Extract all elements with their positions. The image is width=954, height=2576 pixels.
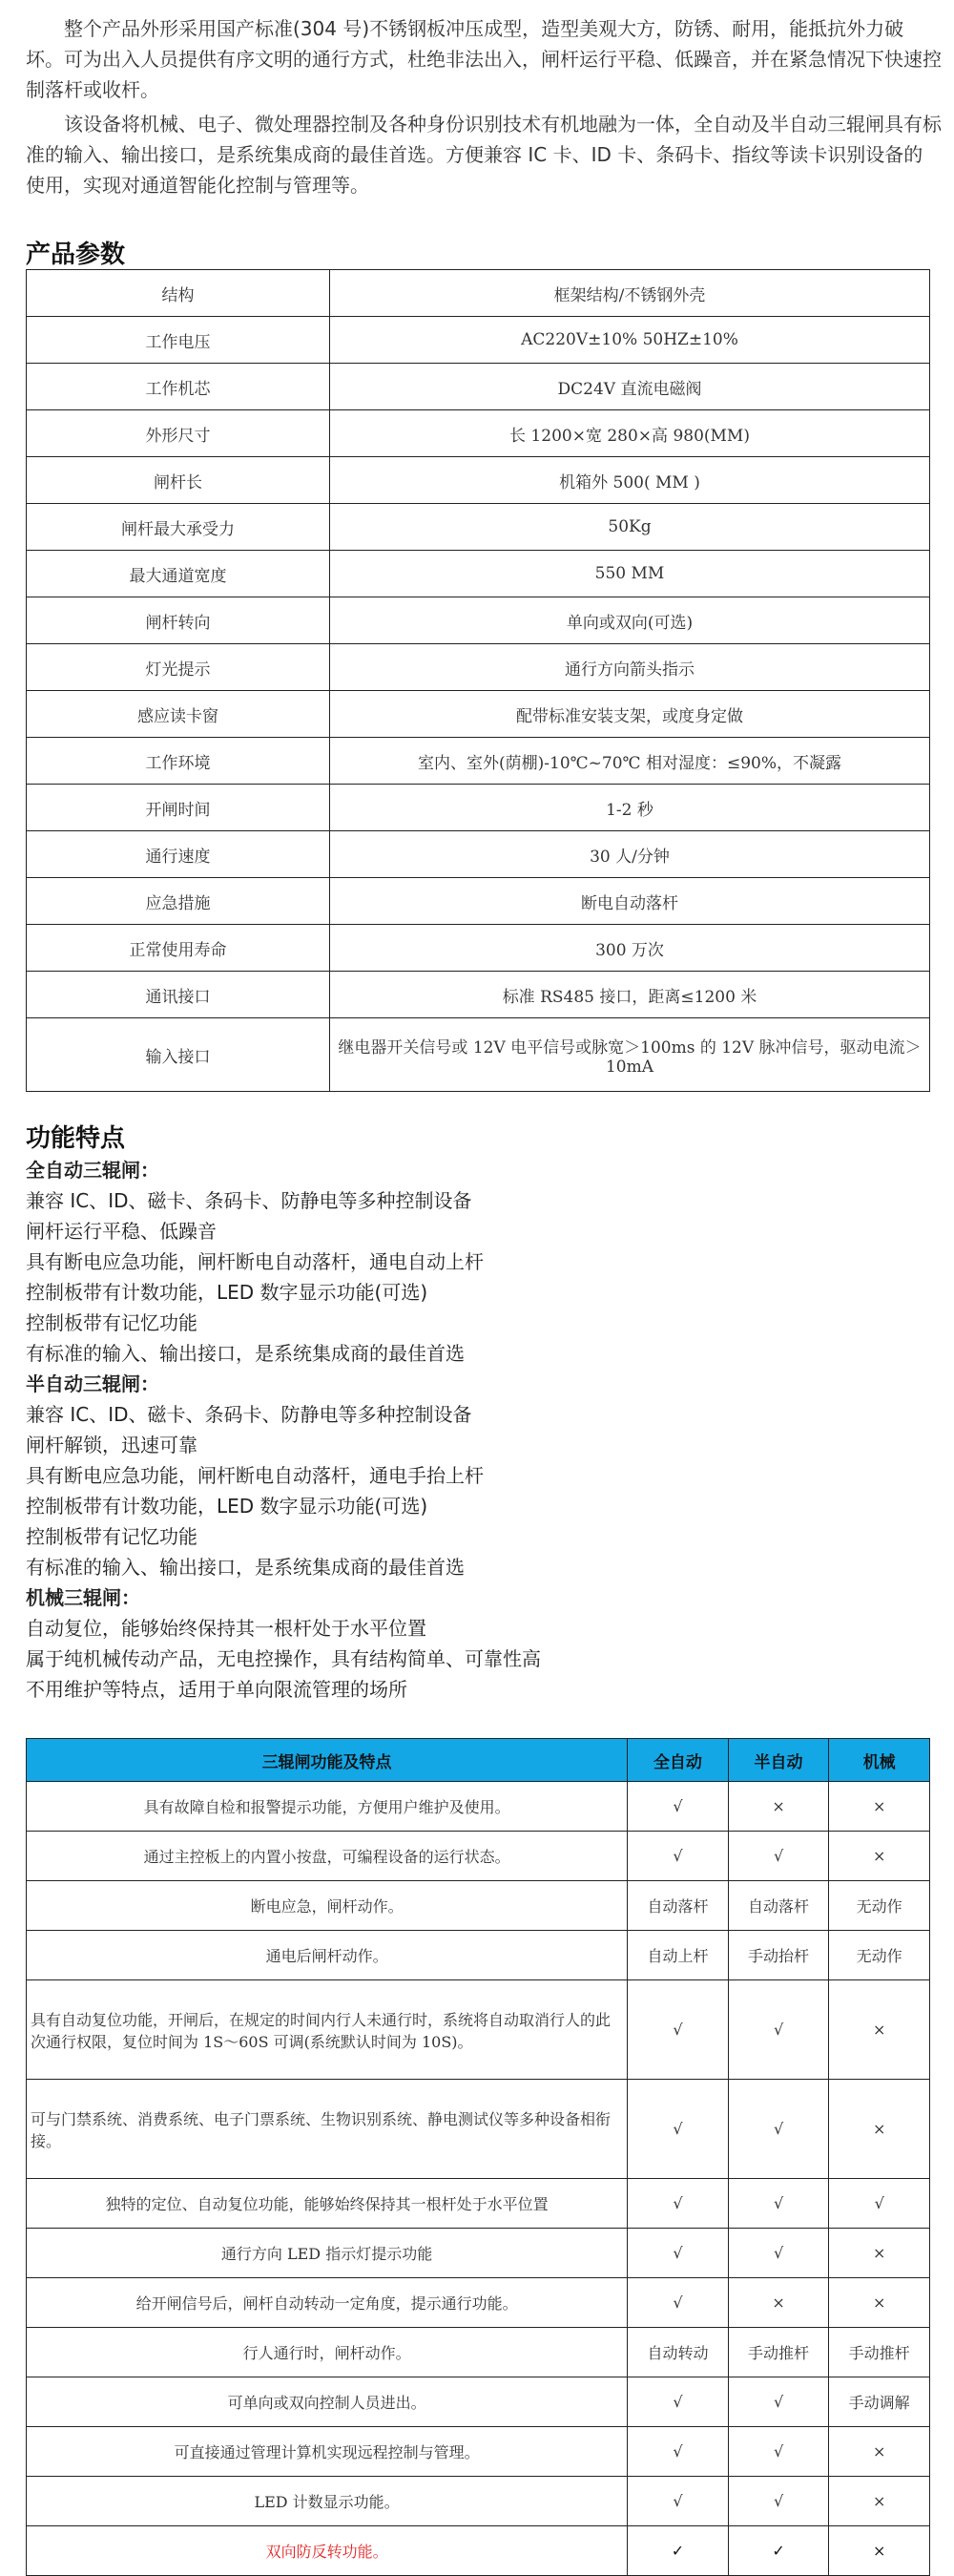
param-value: AC220V±10% 50HZ±10% — [330, 317, 930, 364]
full-auto-value: ✓ — [628, 2526, 729, 2576]
param-row — [27, 597, 930, 644]
param-row — [27, 878, 930, 925]
comparison-row — [27, 1931, 930, 1980]
param-key: 最大通道宽度 — [27, 551, 330, 597]
header-mechanical: 机械 — [829, 1739, 930, 1782]
param-value: 30 人/分钟 — [330, 831, 930, 878]
header-semi-auto: 半自动 — [728, 1739, 829, 1782]
param-value: 室内、室外(荫棚)-10℃~70℃ 相对湿度：≤90%，不凝露 — [330, 738, 930, 785]
param-row — [27, 738, 930, 785]
feature-description: 给开闸信号后，闸杆自动转动一定角度，提示通行功能。 — [27, 2278, 628, 2328]
feature-description: 独特的定位、自动复位功能，能够始终保持其一根杆处于水平位置 — [27, 2179, 628, 2229]
feature-item: 兼容 IC、ID、磁卡、条码卡、防静电等多种控制设备 — [26, 1189, 472, 1212]
semi-auto-value: × — [728, 2278, 829, 2328]
features-section-title: 功能特点 — [26, 1124, 126, 1153]
param-key: 开闸时间 — [27, 785, 330, 831]
comparison-row — [27, 2179, 930, 2229]
semi-auto-value: × — [728, 1782, 829, 1832]
mechanical-value: × — [829, 2229, 930, 2278]
semi-auto-value: ✓ — [728, 2526, 829, 2576]
full-auto-value: √ — [628, 2080, 729, 2179]
full-auto-value: √ — [628, 1782, 729, 1832]
comparison-table — [26, 1738, 930, 2576]
param-value: 机箱外 500( MM ) — [330, 457, 930, 504]
mechanical-value: √ — [829, 2179, 930, 2229]
feature-item: 有标准的输入、输出接口，是系统集成商的最佳首选 — [26, 1556, 465, 1579]
feature-description: 通行方向 LED 指示灯提示功能 — [27, 2229, 628, 2278]
feature-item: 兼容 IC、ID、磁卡、条码卡、防静电等多种控制设备 — [26, 1403, 472, 1426]
full-auto-value: √ — [628, 1832, 729, 1881]
param-row — [27, 644, 930, 691]
mechanical-value: × — [829, 1980, 930, 2080]
param-key: 闸杆长 — [27, 457, 330, 504]
semi-auto-value: √ — [728, 1980, 829, 2080]
intro-paragraph-1: 整个产品外形采用国产标准(304 号)不锈钢板冲压成型，造型美观大方，防锈、耐用，能抵抗外力破坏。可为出入人员提供有序文明的通行方式，杜绝非法出入，闸杆运行平稳、低躁音，并在紧急情况下快速控制落杆或收杆。 — [26, 17, 942, 101]
feature-subheading: 全自动三辊闸： — [26, 1159, 159, 1182]
mechanical-value: × — [829, 2278, 930, 2328]
feature-description: 通电后闸杆动作。 — [27, 1931, 628, 1980]
comparison-header-row — [27, 1739, 930, 1782]
param-value: 继电器开关信号或 12V 电平信号或脉宽＞100ms 的 12V 脉冲信号，驱动电流＞10mA — [330, 1018, 930, 1092]
comparison-row — [27, 2278, 930, 2328]
mechanical-value: × — [829, 2427, 930, 2477]
param-key: 闸杆最大承受力 — [27, 504, 330, 551]
param-key: 工作环境 — [27, 738, 330, 785]
param-value: 配带标准安装支架，或度身定做 — [330, 691, 930, 738]
param-row — [27, 457, 930, 504]
comparison-row — [27, 2229, 930, 2278]
semi-auto-value: √ — [728, 2179, 829, 2229]
param-row — [27, 785, 930, 831]
feature-description: 可直接通过管理计算机实现远程控制与管理。 — [27, 2427, 628, 2477]
param-row — [27, 270, 930, 317]
param-row — [27, 691, 930, 738]
param-row — [27, 504, 930, 551]
param-key: 外形尺寸 — [27, 410, 330, 457]
feature-subheading: 机械三辊闸： — [26, 1586, 140, 1609]
semi-auto-value: 手动推杆 — [728, 2328, 829, 2377]
param-value: 断电自动落杆 — [330, 878, 930, 925]
mechanical-value: × — [829, 1832, 930, 1881]
feature-description: 可单向或双向控制人员进出。 — [27, 2377, 628, 2427]
comparison-row — [27, 1782, 930, 1832]
param-value: 框架结构/不锈钢外壳 — [330, 270, 930, 317]
full-auto-value: √ — [628, 2377, 729, 2427]
feature-item: 闸杆运行平稳、低躁音 — [26, 1220, 217, 1243]
full-auto-value: √ — [628, 2477, 729, 2526]
param-row — [27, 364, 930, 410]
intro-paragraph-2: 该设备将机械、电子、微处理器控制及各种身份识别技术有机地融为一体，全自动及半自动三辊闸具有标准的输入、输出接口，是系统集成商的最佳首选。方便兼容 IC 卡、ID 卡、条码卡、指纹等读卡识别设备的使用，实现对通道智能化控制与管理等。 — [26, 113, 942, 197]
feature-item: 控制板带有计数功能，LED 数字显示功能(可选) — [26, 1495, 428, 1518]
param-value: 1-2 秒 — [330, 785, 930, 831]
param-key: 工作机芯 — [27, 364, 330, 410]
param-value: 标准 RS485 接口，距离≤1200 米 — [330, 972, 930, 1018]
param-key: 通讯接口 — [27, 972, 330, 1018]
feature-description: 可与门禁系统、消费系统、电子门票系统、生物识别系统、静电测试仪等多种设备相衔接。 — [27, 2080, 628, 2179]
param-row — [27, 831, 930, 878]
mechanical-value: 无动作 — [829, 1931, 930, 1980]
param-key: 闸杆转向 — [27, 597, 330, 644]
full-auto-value: √ — [628, 2229, 729, 2278]
mechanical-value: × — [829, 2080, 930, 2179]
semi-auto-value: √ — [728, 2377, 829, 2427]
mechanical-value: 手动调解 — [829, 2377, 930, 2427]
params-table — [26, 269, 930, 1092]
mechanical-value: × — [829, 1782, 930, 1832]
param-key: 应急措施 — [27, 878, 330, 925]
param-value: 长 1200×宽 280×高 980(MM) — [330, 410, 930, 457]
param-key: 结构 — [27, 270, 330, 317]
feature-description: 通过主控板上的内置小按盘，可编程设备的运行状态。 — [27, 1832, 628, 1881]
param-key: 工作电压 — [27, 317, 330, 364]
feature-item: 有标准的输入、输出接口，是系统集成商的最佳首选 — [26, 1342, 465, 1365]
full-auto-value: 自动落杆 — [628, 1881, 729, 1931]
feature-item: 具有断电应急功能，闸杆断电自动落杆，通电手抬上杆 — [26, 1464, 484, 1487]
param-value: DC24V 直流电磁阀 — [330, 364, 930, 410]
header-feature: 三辊闸功能及特点 — [27, 1739, 628, 1782]
param-row — [27, 551, 930, 597]
semi-auto-value: 自动落杆 — [728, 1881, 829, 1931]
feature-item: 控制板带有记忆功能 — [26, 1311, 197, 1334]
param-row — [27, 410, 930, 457]
features-list — [26, 1155, 942, 1705]
feature-item: 闸杆解锁，迅速可靠 — [26, 1434, 197, 1456]
comparison-row — [27, 2080, 930, 2179]
full-auto-value: √ — [628, 2179, 729, 2229]
comparison-row — [27, 2377, 930, 2427]
param-value: 单向或双向(可选) — [330, 597, 930, 644]
mechanical-value: × — [829, 2477, 930, 2526]
comparison-row — [27, 2427, 930, 2477]
comparison-row — [27, 1832, 930, 1881]
feature-description: 行人通行时，闸杆动作。 — [27, 2328, 628, 2377]
param-value: 通行方向箭头指示 — [330, 644, 930, 691]
semi-auto-value: 手动抬杆 — [728, 1931, 829, 1980]
semi-auto-value: √ — [728, 2477, 829, 2526]
feature-item: 控制板带有计数功能，LED 数字显示功能(可选) — [26, 1281, 428, 1304]
param-key: 正常使用寿命 — [27, 925, 330, 972]
feature-description: 双向防反转功能。 — [27, 2526, 628, 2576]
full-auto-value: 自动转动 — [628, 2328, 729, 2377]
full-auto-value: √ — [628, 2427, 729, 2477]
full-auto-value: 自动上杆 — [628, 1931, 729, 1980]
comparison-row — [27, 1980, 930, 2080]
mechanical-value: 手动推杆 — [829, 2328, 930, 2377]
feature-description: LED 计数显示功能。 — [27, 2477, 628, 2526]
semi-auto-value: √ — [728, 2427, 829, 2477]
feature-item: 不用维护等特点，适用于单向限流管理的场所 — [26, 1678, 407, 1701]
param-key: 感应读卡窗 — [27, 691, 330, 738]
param-value: 300 万次 — [330, 925, 930, 972]
semi-auto-value: √ — [728, 2080, 829, 2179]
param-row — [27, 925, 930, 972]
feature-item: 自动复位，能够始终保持其一根杆处于水平位置 — [26, 1617, 426, 1640]
mechanical-value: × — [829, 2526, 930, 2576]
full-auto-value: √ — [628, 1980, 729, 2080]
comparison-row — [27, 2477, 930, 2526]
comparison-row — [27, 2526, 930, 2576]
semi-auto-value: √ — [728, 1832, 829, 1881]
feature-description: 具有故障自检和报警提示功能，方便用户维护及使用。 — [27, 1782, 628, 1832]
comparison-row — [27, 1881, 930, 1931]
mechanical-value: 无动作 — [829, 1881, 930, 1931]
param-value: 550 MM — [330, 551, 930, 597]
comparison-row — [27, 2328, 930, 2377]
feature-description: 断电应急，闸杆动作。 — [27, 1881, 628, 1931]
param-key: 输入接口 — [27, 1018, 330, 1092]
full-auto-value: √ — [628, 2278, 729, 2328]
semi-auto-value: √ — [728, 2229, 829, 2278]
param-row — [27, 1018, 930, 1092]
param-row — [27, 317, 930, 364]
feature-item: 属于纯机械传动产品，无电控操作，具有结构简单、可靠性高 — [26, 1647, 541, 1670]
param-row — [27, 972, 930, 1018]
param-key: 通行速度 — [27, 831, 330, 878]
feature-item: 具有断电应急功能，闸杆断电自动落杆，通电自动上杆 — [26, 1250, 484, 1273]
header-full-auto: 全自动 — [628, 1739, 729, 1782]
feature-description: 具有自动复位功能，开闸后，在规定的时间内行人未通行时，系统将自动取消行人的此次通行权限，复位时间为 1S～60S 可调(系统默认时间为 10S)。 — [27, 1980, 628, 2080]
feature-subheading: 半自动三辊闸： — [26, 1372, 159, 1395]
feature-item: 控制板带有记忆功能 — [26, 1525, 197, 1548]
intro-text — [26, 13, 942, 200]
param-key: 灯光提示 — [27, 644, 330, 691]
param-value: 50Kg — [330, 504, 930, 551]
params-section-title: 产品参数 — [26, 241, 126, 269]
